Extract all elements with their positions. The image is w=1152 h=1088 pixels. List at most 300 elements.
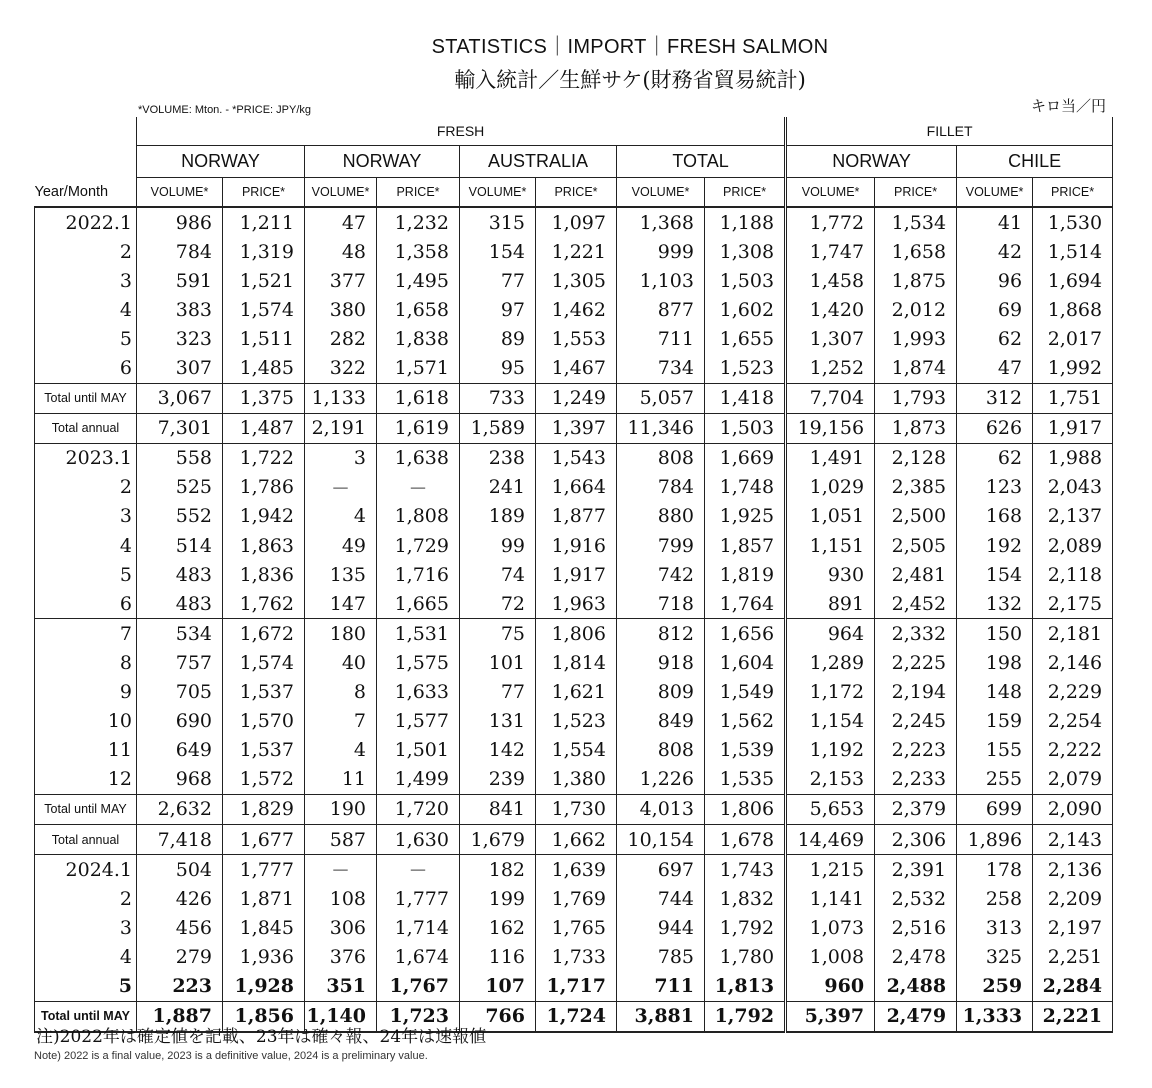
total-row — [35, 413, 1113, 443]
volume-cell: 1,151 — [786, 531, 875, 560]
volume-cell: 7,704 — [786, 383, 875, 413]
volume-cell: 77 — [460, 678, 536, 707]
price-cell: 2,209 — [1033, 884, 1113, 913]
price-cell: 1,621 — [536, 678, 617, 707]
price-cell: 2,017 — [1033, 324, 1113, 353]
volume-cell: 162 — [460, 913, 536, 942]
year-month-cell: 5 — [35, 971, 137, 1001]
volume-cell: 812 — [617, 619, 705, 649]
price-cell: 1,723 — [377, 1001, 460, 1032]
volume-column-header: VOLUME* — [305, 178, 377, 208]
volume-cell: 1,458 — [786, 266, 875, 295]
volume-cell: 7 — [305, 707, 377, 736]
volume-cell: 258 — [957, 884, 1033, 913]
total-row-label: Total until MAY — [35, 383, 137, 413]
price-cell: 1,845 — [223, 913, 305, 942]
volume-cell: 849 — [617, 707, 705, 736]
price-cell: 1,523 — [705, 353, 786, 383]
volume-cell: 930 — [786, 560, 875, 589]
volume-cell: 785 — [617, 942, 705, 971]
price-cell: 1,730 — [536, 794, 617, 824]
price-cell: 1,808 — [377, 502, 460, 531]
price-cell: 1,874 — [875, 353, 957, 383]
price-cell: 2,478 — [875, 942, 957, 971]
volume-cell: 1,140 — [305, 1001, 377, 1032]
volume-cell: 96 — [957, 266, 1033, 295]
price-cell: 2,128 — [875, 443, 957, 473]
volume-cell: 8 — [305, 678, 377, 707]
year-month-cell: 4 — [35, 942, 137, 971]
volume-cell: 558 — [137, 443, 223, 473]
volume-cell: 142 — [460, 736, 536, 765]
price-cell: 1,638 — [377, 443, 460, 473]
table-row — [35, 736, 1113, 765]
volume-cell: 323 — [137, 324, 223, 353]
volume-cell: 1,896 — [957, 824, 1033, 854]
fillet-group-header: FILLET — [786, 117, 1113, 146]
volume-cell: 155 — [957, 736, 1033, 765]
volume-cell: 159 — [957, 707, 1033, 736]
volume-cell: 325 — [957, 942, 1033, 971]
volume-cell: 2,191 — [305, 413, 377, 443]
volume-cell: 964 — [786, 619, 875, 649]
country-header-fillet-chile: CHILE — [957, 146, 1113, 178]
volume-cell: 351 — [305, 971, 377, 1001]
footnote-english: Note) 2022 is a final value, 2023 is a definitive value, 2024 is a preliminary value. — [34, 1050, 428, 1062]
volume-cell: 14,469 — [786, 824, 875, 854]
price-cell: 1,868 — [1033, 295, 1113, 324]
table-row — [35, 207, 1113, 237]
price-cell: 2,245 — [875, 707, 957, 736]
price-cell: 1,813 — [705, 971, 786, 1001]
price-cell: 1,358 — [377, 237, 460, 266]
table-row — [35, 648, 1113, 677]
price-cell: 1,819 — [705, 560, 786, 589]
year-month-cell: 2 — [35, 473, 137, 502]
volume-cell: 918 — [617, 648, 705, 677]
volume-cell: 1,289 — [786, 648, 875, 677]
volume-cell: 10,154 — [617, 824, 705, 854]
price-cell: 2,223 — [875, 736, 957, 765]
volume-cell: 1,679 — [460, 824, 536, 854]
volume-cell: 97 — [460, 295, 536, 324]
price-cell: 1,916 — [536, 531, 617, 560]
price-column-header: PRICE* — [223, 178, 305, 208]
price-cell: 1,633 — [377, 678, 460, 707]
price-cell: 1,537 — [223, 736, 305, 765]
volume-cell: 178 — [957, 855, 1033, 885]
volume-cell: 534 — [137, 619, 223, 649]
year-month-cell: 2 — [35, 237, 137, 266]
volume-cell: 315 — [460, 207, 536, 237]
price-cell: 2,090 — [1033, 794, 1113, 824]
volume-cell: 307 — [137, 353, 223, 383]
volume-cell: 131 — [460, 707, 536, 736]
volume-cell: 77 — [460, 266, 536, 295]
volume-cell: 784 — [617, 473, 705, 502]
volume-cell: 697 — [617, 855, 705, 885]
volume-cell: 4 — [305, 736, 377, 765]
price-cell: 2,181 — [1033, 619, 1113, 649]
volume-cell: 40 — [305, 648, 377, 677]
price-cell: 2,089 — [1033, 531, 1113, 560]
price-cell: － — [377, 855, 460, 885]
total-row — [35, 794, 1113, 824]
volume-cell: 757 — [137, 648, 223, 677]
volume-cell: 99 — [460, 531, 536, 560]
table-row — [35, 295, 1113, 324]
table-row — [35, 443, 1113, 473]
volume-cell: 1,029 — [786, 473, 875, 502]
price-cell: 1,988 — [1033, 443, 1113, 473]
corner-cell-2 — [35, 146, 137, 178]
price-cell: 1,501 — [377, 736, 460, 765]
volume-cell: 123 — [957, 473, 1033, 502]
price-cell: 1,792 — [705, 913, 786, 942]
volume-cell: 255 — [957, 765, 1033, 795]
price-cell: 1,602 — [705, 295, 786, 324]
table-row — [35, 884, 1113, 913]
price-cell: 1,677 — [223, 824, 305, 854]
volume-cell: 483 — [137, 560, 223, 589]
volume-cell: 1,154 — [786, 707, 875, 736]
price-cell: 2,233 — [875, 765, 957, 795]
price-cell: 1,832 — [705, 884, 786, 913]
price-cell: 2,118 — [1033, 560, 1113, 589]
volume-cell: 259 — [957, 971, 1033, 1001]
price-cell: 2,251 — [1033, 942, 1113, 971]
volume-cell: 238 — [460, 443, 536, 473]
volume-cell: 880 — [617, 502, 705, 531]
price-cell: 1,751 — [1033, 383, 1113, 413]
volume-cell: 383 — [137, 295, 223, 324]
volume-cell: 108 — [305, 884, 377, 913]
volume-cell: 525 — [137, 473, 223, 502]
volume-cell: 5,057 — [617, 383, 705, 413]
price-cell: － — [377, 473, 460, 502]
total-row-label: Total until MAY — [35, 1001, 137, 1032]
year-month-cell: 4 — [35, 531, 137, 560]
volume-cell: 150 — [957, 619, 1033, 649]
price-cell: 2,332 — [875, 619, 957, 649]
table-row — [35, 913, 1113, 942]
price-cell: 1,514 — [1033, 237, 1113, 266]
price-cell: 1,714 — [377, 913, 460, 942]
price-cell: 1,724 — [536, 1001, 617, 1032]
volume-cell: 48 — [305, 237, 377, 266]
volume-cell: 135 — [305, 560, 377, 589]
volume-cell: 809 — [617, 678, 705, 707]
price-cell: 1,777 — [223, 855, 305, 885]
price-cell: 1,553 — [536, 324, 617, 353]
price-cell: 2,146 — [1033, 648, 1113, 677]
price-cell: 1,928 — [223, 971, 305, 1001]
table-row — [35, 560, 1113, 589]
price-cell: 1,838 — [377, 324, 460, 353]
volume-cell: 626 — [957, 413, 1033, 443]
volume-cell: 705 — [137, 678, 223, 707]
volume-cell: 1,073 — [786, 913, 875, 942]
price-cell: 1,531 — [377, 619, 460, 649]
price-cell: 1,523 — [536, 707, 617, 736]
price-cell: 1,503 — [705, 266, 786, 295]
table-row — [35, 324, 1113, 353]
volume-cell: 4,013 — [617, 794, 705, 824]
price-cell: 1,639 — [536, 855, 617, 885]
volume-cell: 168 — [957, 502, 1033, 531]
price-cell: 1,554 — [536, 736, 617, 765]
volume-cell: 154 — [957, 560, 1033, 589]
volume-cell: 69 — [957, 295, 1033, 324]
volume-cell: 5,653 — [786, 794, 875, 824]
price-cell: 1,678 — [705, 824, 786, 854]
volume-cell: 718 — [617, 589, 705, 619]
volume-cell: 313 — [957, 913, 1033, 942]
footnote-japanese: 注)2022年は確定値を記載、23年は確々報、24年は速報値 — [36, 1027, 487, 1047]
volume-column-header: VOLUME* — [957, 178, 1033, 208]
volume-cell: 734 — [617, 353, 705, 383]
price-cell: 1,495 — [377, 266, 460, 295]
table-row — [35, 473, 1113, 502]
year-month-cell: 4 — [35, 295, 137, 324]
volume-cell: 4 — [305, 502, 377, 531]
price-cell: 1,543 — [536, 443, 617, 473]
price-cell: 1,722 — [223, 443, 305, 473]
volume-cell: 877 — [617, 295, 705, 324]
volume-cell: 3 — [305, 443, 377, 473]
price-cell: 1,748 — [705, 473, 786, 502]
volume-cell: － — [305, 855, 377, 885]
price-cell: 1,857 — [705, 531, 786, 560]
price-cell: 1,662 — [536, 824, 617, 854]
volume-cell: 312 — [957, 383, 1033, 413]
price-cell: 1,534 — [875, 207, 957, 237]
price-cell: 1,308 — [705, 237, 786, 266]
volume-cell: 1,192 — [786, 736, 875, 765]
price-cell: 1,188 — [705, 207, 786, 237]
price-cell: 1,877 — [536, 502, 617, 531]
volume-cell: － — [305, 473, 377, 502]
price-cell: 2,284 — [1033, 971, 1113, 1001]
volume-cell: 47 — [957, 353, 1033, 383]
volume-cell: 132 — [957, 589, 1033, 619]
volume-cell: 483 — [137, 589, 223, 619]
price-cell: 1,221 — [536, 237, 617, 266]
volume-cell: 47 — [305, 207, 377, 237]
volume-cell: 591 — [137, 266, 223, 295]
volume-cell: 282 — [305, 324, 377, 353]
price-cell: 2,452 — [875, 589, 957, 619]
price-cell: 1,764 — [705, 589, 786, 619]
volume-cell: 742 — [617, 560, 705, 589]
total-row-label: Total annual — [35, 824, 137, 854]
price-cell: 1,917 — [1033, 413, 1113, 443]
year-month-cell: 7 — [35, 619, 137, 649]
table-row — [35, 266, 1113, 295]
price-cell: 2,043 — [1033, 473, 1113, 502]
price-cell: 1,535 — [705, 765, 786, 795]
price-cell: 2,488 — [875, 971, 957, 1001]
volume-cell: 306 — [305, 913, 377, 942]
year-month-cell: 6 — [35, 353, 137, 383]
volume-cell: 190 — [305, 794, 377, 824]
price-cell: 1,669 — [705, 443, 786, 473]
price-cell: 2,479 — [875, 1001, 957, 1032]
volume-cell: 968 — [137, 765, 223, 795]
per-kg-note: キロ当／円 — [1030, 97, 1106, 115]
volume-cell: 808 — [617, 443, 705, 473]
price-cell: 1,562 — [705, 707, 786, 736]
table-row — [35, 589, 1113, 619]
price-cell: 1,936 — [223, 942, 305, 971]
volume-cell: 41 — [957, 207, 1033, 237]
volume-cell: 1,141 — [786, 884, 875, 913]
price-cell: 1,942 — [223, 502, 305, 531]
total-row-label: Total annual — [35, 413, 137, 443]
country-header-fresh-total: TOTAL — [617, 146, 786, 178]
price-cell: 1,829 — [223, 794, 305, 824]
price-cell: 1,499 — [377, 765, 460, 795]
price-cell: 1,097 — [536, 207, 617, 237]
country-header-fresh-norway-2: NORWAY — [305, 146, 460, 178]
volume-cell: 1,103 — [617, 266, 705, 295]
price-cell: 1,806 — [705, 794, 786, 824]
year-month-cell: 5 — [35, 560, 137, 589]
volume-cell: 1,747 — [786, 237, 875, 266]
page-subtitle-japanese: 輸入統計／生鮮サケ(財務省貿易統計) — [454, 68, 806, 92]
year-month-header: Year/Month — [35, 178, 137, 208]
volume-cell: 960 — [786, 971, 875, 1001]
volume-cell: 1,252 — [786, 353, 875, 383]
total-row — [35, 383, 1113, 413]
price-cell: 1,574 — [223, 648, 305, 677]
volume-cell: 116 — [460, 942, 536, 971]
volume-cell: 808 — [617, 736, 705, 765]
volume-cell: 7,418 — [137, 824, 223, 854]
price-cell: 2,516 — [875, 913, 957, 942]
table-row — [35, 942, 1113, 971]
volume-cell: 1,215 — [786, 855, 875, 885]
volume-cell: 11,346 — [617, 413, 705, 443]
price-cell: 1,249 — [536, 383, 617, 413]
price-cell: 1,574 — [223, 295, 305, 324]
price-cell: 1,963 — [536, 589, 617, 619]
volume-cell: 2,632 — [137, 794, 223, 824]
volume-cell: 699 — [957, 794, 1033, 824]
volume-cell: 1,008 — [786, 942, 875, 971]
price-cell: 1,658 — [875, 237, 957, 266]
price-cell: 1,503 — [705, 413, 786, 443]
fresh-group-header: FRESH — [137, 117, 786, 146]
year-month-cell: 3 — [35, 266, 137, 295]
volume-cell: 1,887 — [137, 1001, 223, 1032]
price-cell: 1,521 — [223, 266, 305, 295]
price-cell: 2,012 — [875, 295, 957, 324]
price-cell: 1,672 — [223, 619, 305, 649]
volume-cell: 2,153 — [786, 765, 875, 795]
country-header-fresh-australia: AUSTRALIA — [460, 146, 617, 178]
price-cell: 1,765 — [536, 913, 617, 942]
year-month-cell: 10 — [35, 707, 137, 736]
price-cell: 2,385 — [875, 473, 957, 502]
table-row — [35, 237, 1113, 266]
volume-cell: 11 — [305, 765, 377, 795]
volume-cell: 3,881 — [617, 1001, 705, 1032]
price-cell: 1,487 — [223, 413, 305, 443]
volume-cell: 986 — [137, 207, 223, 237]
price-cell: 2,254 — [1033, 707, 1113, 736]
volume-cell: 279 — [137, 942, 223, 971]
price-cell: 1,871 — [223, 884, 305, 913]
table-row — [35, 531, 1113, 560]
volume-cell: 552 — [137, 502, 223, 531]
volume-cell: 377 — [305, 266, 377, 295]
volume-column-header: VOLUME* — [460, 178, 536, 208]
year-month-cell: 11 — [35, 736, 137, 765]
price-cell: 1,786 — [223, 473, 305, 502]
volume-cell: 426 — [137, 884, 223, 913]
price-cell: 1,511 — [223, 324, 305, 353]
units-note: *VOLUME: Mton. - *PRICE: JPY/kg — [138, 104, 311, 116]
price-cell: 1,767 — [377, 971, 460, 1001]
volume-cell: 322 — [305, 353, 377, 383]
price-cell: 1,694 — [1033, 266, 1113, 295]
price-cell: 1,530 — [1033, 207, 1113, 237]
volume-cell: 5,397 — [786, 1001, 875, 1032]
price-cell: 1,729 — [377, 531, 460, 560]
year-month-cell: 6 — [35, 589, 137, 619]
volume-cell: 42 — [957, 237, 1033, 266]
price-cell: 2,505 — [875, 531, 957, 560]
price-column-header: PRICE* — [875, 178, 957, 208]
price-cell: 1,571 — [377, 353, 460, 383]
year-month-cell: 3 — [35, 502, 137, 531]
price-cell: 2,481 — [875, 560, 957, 589]
salmon-import-table — [34, 117, 1113, 1033]
volume-cell: 241 — [460, 473, 536, 502]
price-cell: 1,780 — [705, 942, 786, 971]
table-row — [35, 765, 1113, 795]
price-cell: 2,137 — [1033, 502, 1113, 531]
volume-cell: 239 — [460, 765, 536, 795]
price-cell: 1,674 — [377, 942, 460, 971]
price-cell: 2,306 — [875, 824, 957, 854]
price-cell: 1,570 — [223, 707, 305, 736]
price-cell: 2,225 — [875, 648, 957, 677]
price-cell: 1,630 — [377, 824, 460, 854]
price-cell: 1,418 — [705, 383, 786, 413]
price-cell: 1,836 — [223, 560, 305, 589]
volume-cell: 72 — [460, 589, 536, 619]
price-cell: 2,500 — [875, 502, 957, 531]
price-cell: 1,549 — [705, 678, 786, 707]
volume-cell: 95 — [460, 353, 536, 383]
volume-column-header: VOLUME* — [137, 178, 223, 208]
volume-column-header: VOLUME* — [786, 178, 875, 208]
price-cell: 1,305 — [536, 266, 617, 295]
price-cell: 1,575 — [377, 648, 460, 677]
price-cell: 2,532 — [875, 884, 957, 913]
volume-cell: 799 — [617, 531, 705, 560]
price-cell: 1,792 — [705, 1001, 786, 1032]
year-month-cell: 2024.1 — [35, 855, 137, 885]
price-cell: 1,577 — [377, 707, 460, 736]
price-cell: 1,397 — [536, 413, 617, 443]
year-month-cell: 12 — [35, 765, 137, 795]
price-cell: 1,539 — [705, 736, 786, 765]
volume-cell: 891 — [786, 589, 875, 619]
price-cell: 1,875 — [875, 266, 957, 295]
